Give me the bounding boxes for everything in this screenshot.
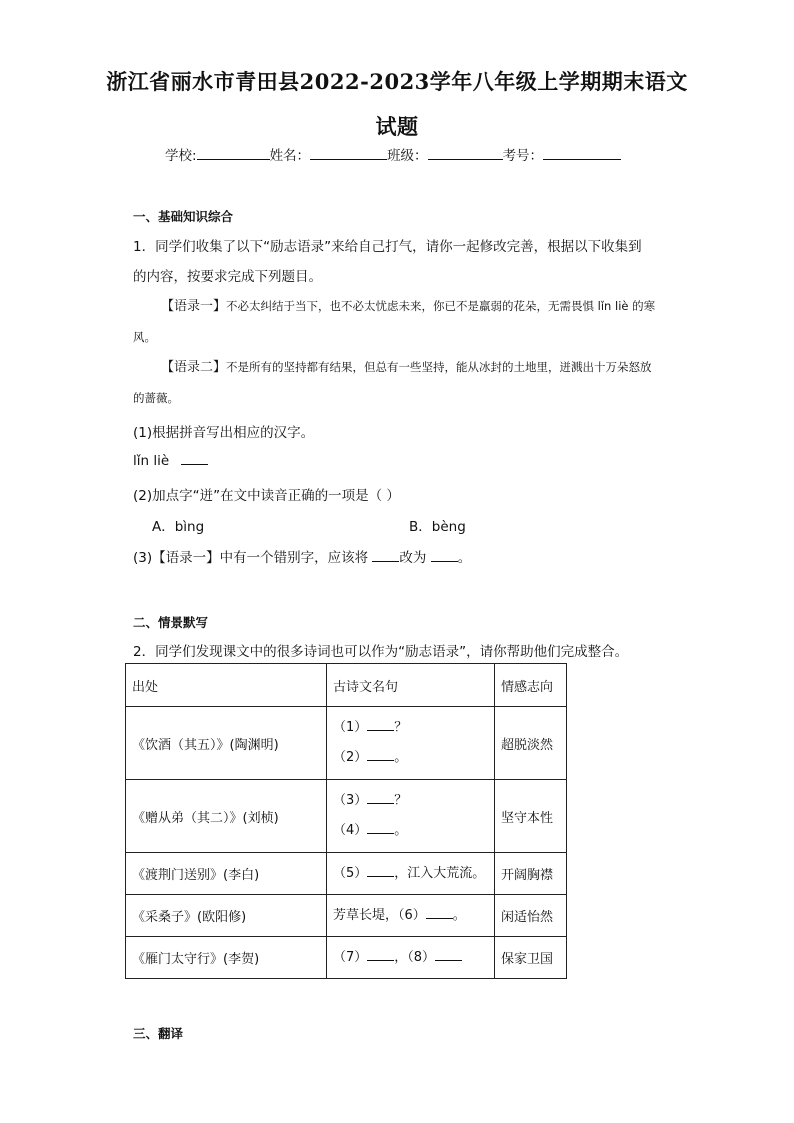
quote2-tag: 【语录二】 <box>161 360 227 375</box>
lines-cell <box>327 937 495 979</box>
exam-number-field[interactable] <box>543 144 621 160</box>
quote2 <box>133 352 661 413</box>
q2-intro: 2．同学们发现课文中的很多诗词也可以作为“励志语录”，请你帮助他们完成整合。 <box>133 644 629 660</box>
class-field[interactable] <box>428 144 503 160</box>
page-title-line1: 浙江省丽水市青田县2022-2023学年八年级上学期期末语文 <box>106 69 688 94</box>
line-label: 芳草长堤，（6） <box>333 907 426 923</box>
source-cell: 《雁门太守行》(李贺) <box>126 937 327 979</box>
line-label: （7） <box>333 949 368 965</box>
student-info-fields <box>165 144 621 164</box>
line-punct: ，（8） <box>394 949 436 965</box>
quote1-text: 不必太纠结于当下，也不必太忧虑未来，你已不是羸弱的花朵，无需畏惧 lǐn liè 的寒风。 <box>133 299 656 344</box>
quote1-tag: 【语录一】 <box>161 299 227 314</box>
sub-question-1-answer <box>133 452 208 469</box>
name-field[interactable] <box>310 144 387 160</box>
poetry-table <box>125 663 567 979</box>
table-header-row <box>126 664 567 707</box>
sub3-end: 。 <box>457 550 472 566</box>
quote2-text: 不是所有的坚持都有结果，但总有一些坚持，能从冰封的土地里，迸溅出十万朵怒放的蔷薇。 <box>133 360 652 405</box>
school-field[interactable] <box>197 144 270 160</box>
sub-question-2: (2)加点字“迸”在文中读音正确的一项是（ ） <box>133 488 400 504</box>
line-punct: 。 <box>394 823 408 838</box>
answer-blank-8[interactable] <box>435 948 462 961</box>
section2-heading: 二、情景默写 <box>133 615 209 630</box>
table-row <box>126 937 567 979</box>
answer-blank-wrong-char[interactable] <box>372 549 399 562</box>
emotion-cell: 开阔胸襟 <box>495 853 567 895</box>
lines-cell <box>327 895 495 937</box>
table-row <box>126 707 567 780</box>
lines-cell <box>327 707 495 780</box>
line-punct: ，江入大荒流。 <box>394 865 486 881</box>
line-label: （4） <box>333 823 368 838</box>
line-punct: ？ <box>394 793 408 808</box>
line-label: （1） <box>333 720 368 735</box>
line-label: （5） <box>333 865 368 881</box>
answer-blank-1[interactable] <box>181 452 208 465</box>
answer-blank-4[interactable] <box>367 821 394 834</box>
answer-blank-correct-char[interactable] <box>431 549 458 562</box>
header-source: 出处 <box>126 664 327 707</box>
line-punct: 。 <box>394 750 408 765</box>
table-row <box>126 853 567 895</box>
section3-heading: 三、翻译 <box>133 1026 184 1041</box>
school-label: 学校: <box>165 148 197 164</box>
lines-cell <box>327 853 495 895</box>
sub-question-1: (1)根据拼音写出相应的汉字。 <box>133 425 315 441</box>
answer-blank-7[interactable] <box>367 948 394 961</box>
quote1 <box>133 291 661 352</box>
sub3-middle: 改为 <box>399 550 427 566</box>
answer-blank-2[interactable] <box>367 748 394 761</box>
source-cell: 《渡荆门送别》(李白) <box>126 853 327 895</box>
table-row <box>126 780 567 853</box>
line-punct: ？ <box>394 720 408 735</box>
source-cell: 《采桑子》(欧阳修) <box>126 895 327 937</box>
answer-blank-3[interactable] <box>367 791 394 804</box>
answer-blank-5[interactable] <box>367 864 394 877</box>
answer-blank-1[interactable] <box>367 718 394 731</box>
line-label: （3） <box>333 793 368 808</box>
pinyin-text: lǐn liè <box>133 453 170 469</box>
emotion-cell: 保家卫国 <box>495 937 567 979</box>
q1-intro-line1: 1．同学们收集了以下“励志语录”来给自己打气，请你一起修改完善，根据以下收集到 <box>133 239 642 255</box>
section1-heading: 一、基础知识综合 <box>133 209 234 224</box>
option-a[interactable]: A．bìng <box>152 519 205 535</box>
lines-cell <box>327 780 495 853</box>
header-lines: 古诗文名句 <box>327 664 495 707</box>
sub3-prefix: (3)【语录一】中有一个错别字，应该将 <box>133 550 369 566</box>
line-label: （2） <box>333 750 368 765</box>
q1-intro-line2: 的内容，按要求完成下列题目。 <box>133 269 322 285</box>
class-label: 班级： <box>387 148 428 164</box>
emotion-cell: 超脱淡然 <box>495 707 567 780</box>
name-label: 姓名： <box>269 148 311 164</box>
table-row <box>126 895 567 937</box>
answer-blank-6[interactable] <box>426 906 453 919</box>
header-emotion: 情感志向 <box>495 664 567 707</box>
emotion-cell: 坚守本性 <box>495 780 567 853</box>
option-b[interactable]: B．bèng <box>409 519 466 535</box>
source-cell: 《赠从弟（其二）》(刘桢) <box>126 780 327 853</box>
emotion-cell: 闲适怡然 <box>495 895 567 937</box>
line-punct: 。 <box>452 907 466 923</box>
source-cell: 《饮酒（其五）》(陶渊明) <box>126 707 327 780</box>
sub-question-3 <box>133 546 471 566</box>
exam-number-label: 考号： <box>502 148 544 164</box>
page-title-line2: 试题 <box>375 114 419 139</box>
